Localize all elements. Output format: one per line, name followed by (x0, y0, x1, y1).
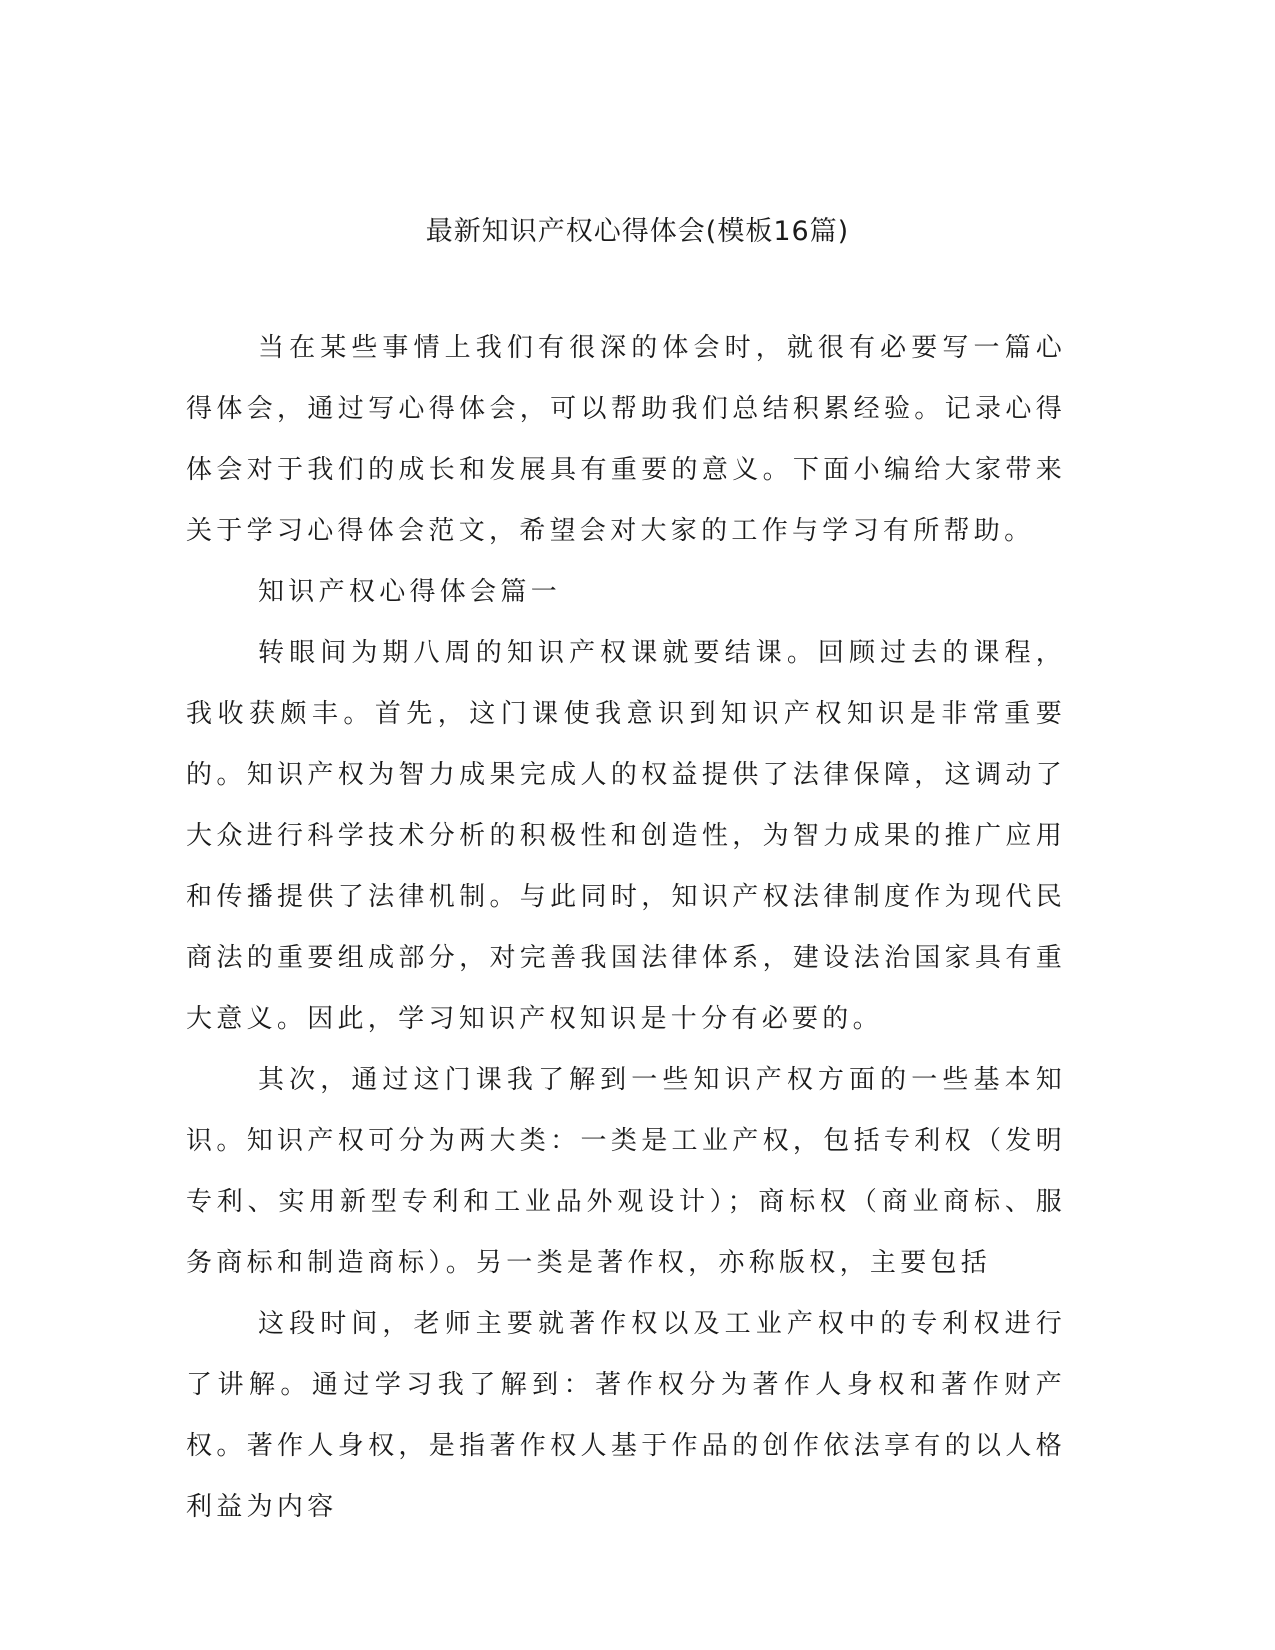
document-title: 最新知识产权心得体会(模板16篇) (425, 216, 850, 247)
document-body (186, 318, 1066, 1538)
body-paragraph: 这段时间，老师主要就著作权以及工业产权中的专利权进行了讲解。通过学习我了解到：著作权分为著作人身权和著作财产权。著作人身权，是指著作权人基于作品的创作依法享有的以人格利益为内容 (186, 1309, 1066, 1522)
body-paragraph: 其次，通过这门课我了解到一些知识产权方面的一些基本知识。知识产权可分为两大类：一类是工业产权，包括专利权（发明专利、实用新型专利和工业品外观设计）；商标权（商业商标、服务商标和制造商标）。另一类是著作权，亦称版权，主要包括 (186, 1065, 1066, 1278)
section-heading: 知识产权心得体会篇一 (258, 577, 562, 607)
intro-paragraph: 当在某些事情上我们有很深的体会时，就很有必要写一篇心得体会，通过写心得体会，可以帮助我们总结积累经验。记录心得体会对于我们的成长和发展具有重要的意义。下面小编给大家带来关于学习心得体会范文，希望会对大家的工作与学习有所帮助。 (186, 333, 1066, 546)
body-paragraph: 转眼间为期八周的知识产权课就要结课。回顾过去的课程，我收获颇丰。首先，这门课使我意识到知识产权知识是非常重要的。知识产权为智力成果完成人的权益提供了法律保障，这调动了大众进行科学技术分析的积极性和创造性，为智力成果的推广应用和传播提供了法律机制。与此同时，知识产权法律制度作为现代民商法的重要组成部分，对完善我国法律体系，建设法治国家具有重大意义。因此，学习知识产权知识是十分有必要的。 (186, 638, 1066, 1034)
